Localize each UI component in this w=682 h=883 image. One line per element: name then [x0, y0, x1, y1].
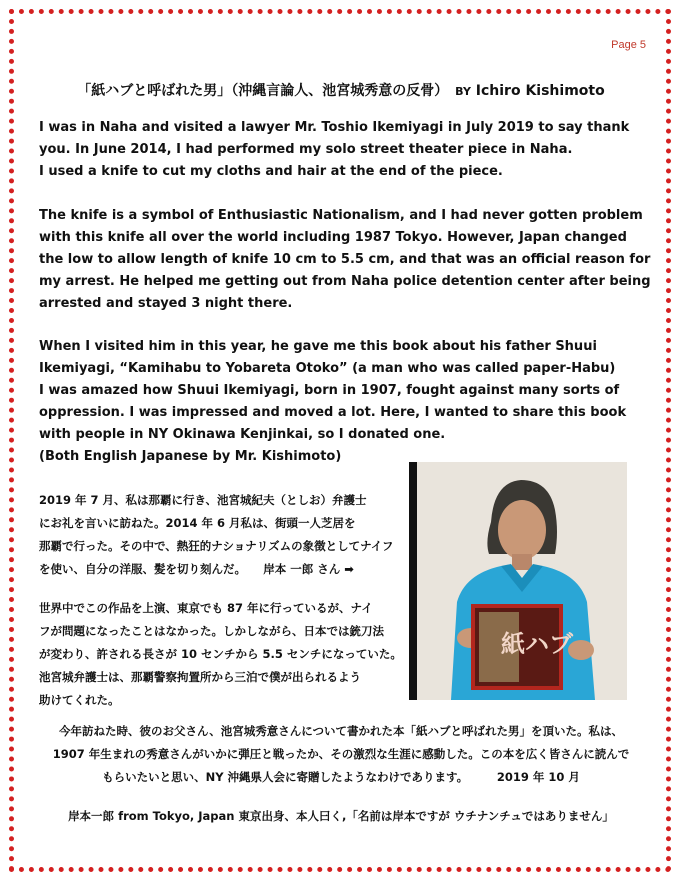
- text-line: I used a knife to cut my cloths and hair at the end of the piece.: [39, 164, 503, 179]
- text-line: 1907 年生まれの秀意さんがいかに弾圧と戦ったか、その激烈な生涯に感動した。この本を広く皆さんに読んで: [52, 747, 630, 761]
- text-line: (Both English Japanese by Mr. Kishimoto): [39, 449, 342, 464]
- text-line: with people in NY Okinawa Kenjinkai, so I donated one.: [39, 427, 446, 442]
- text-line: with this knife all over the world including 1987 Tokyo. However, Japan changed: [39, 230, 627, 245]
- text-line: The knife is a symbol of Enthusiastic Nationalism, and I had never gotten problem: [39, 208, 643, 223]
- text-line: you. In June 2014, I had performed my solo street theater piece in Naha.: [39, 142, 573, 157]
- text-line: oppression. I was impressed and moved a lot. Here, I wanted to share this book: [39, 405, 627, 420]
- text-line: 世界中でこの作品を上演、東京でも 87 年に行っているが、ナイ: [39, 601, 373, 615]
- text-line: にお礼を言いに訪ねた。2014 年 6 月私は、街頭一人芝居を: [39, 516, 356, 530]
- text-line: 池宮城弁護士は、那覇警察拘置所から三泊で僕が出られるよう: [39, 670, 361, 684]
- text-line: 2019 年 7 月、私は那覇に行き、池宮城紀夫（としお）弁護士: [39, 493, 367, 507]
- japanese-paragraph-2: [39, 597, 402, 712]
- text-line: が変わり、許される長さが 10 センチから 5.5 センチになっていた。: [39, 647, 402, 661]
- footer-signature: 岸本一郎 from Tokyo, Japan 東京出身、本人曰く,「名前は岸本ですが ウチナンチュではありません」: [68, 809, 614, 823]
- english-paragraph-3: [39, 336, 639, 468]
- text-line: もらいたいと思い、NY 沖縄県人会に寄贈したようなわけであります。 2019 年 10 月: [102, 770, 580, 784]
- title-author: Ichiro Kishimoto: [475, 83, 605, 99]
- text-line: When I visited him in this year, he gave me this book about his father Shuui: [39, 339, 597, 354]
- text-line: 今年訪ねた時、彼のお父さん、池宮城秀意さんについて書かれた本「紙ハブと呼ばれた男」を頂いた。私は、: [59, 724, 623, 738]
- text-line: my arrest. He helped me getting out from Naha police detention center after being: [39, 274, 651, 289]
- page-number: Page 5: [611, 39, 646, 51]
- text-line: 助けてくれた。: [39, 693, 120, 707]
- article-title: [0, 80, 682, 100]
- japanese-closing-paragraph: [28, 720, 654, 789]
- text-line: arrested and stayed 3 night there.: [39, 296, 293, 311]
- english-paragraph-1: [39, 117, 639, 183]
- text-line: フが問題になったことはなかった。しかしながら、日本では銃刀法: [39, 624, 384, 638]
- author-photo: [409, 462, 627, 700]
- book-cover-title: 紙ハブ: [501, 630, 573, 658]
- japanese-paragraph-1: [39, 489, 399, 581]
- text-line: the low to allow length of knife 10 cm to 5.5 cm, and that was an official reason for: [39, 252, 651, 267]
- text-line: 那覇で行った。その中で、熱狂的ナショナリズムの象徴としてナイフ: [39, 539, 394, 553]
- text-line: Ikemiyagi, “Kamihabu to Yobareta Otoko” (a man who was called paper-Habu): [39, 361, 616, 376]
- title-japanese: 「紙ハブと呼ばれた男」（沖縄言論人、池宮城秀意の反骨）: [77, 83, 449, 99]
- text-line: I was in Naha and visited a lawyer Mr. Toshio Ikemiyagi in July 2019 to say thank: [39, 120, 630, 135]
- text-line: を使い、自分の洋服、髪を切り刻んだ。 岸本 一郎 さん ➡: [39, 562, 354, 576]
- author-photo-illustration: [409, 462, 627, 700]
- title-by: BY: [455, 85, 471, 98]
- text-line: I was amazed how Shuui Ikemiyagi, born in 1907, fought against many sorts of: [39, 383, 620, 398]
- english-paragraph-2: [39, 205, 651, 315]
